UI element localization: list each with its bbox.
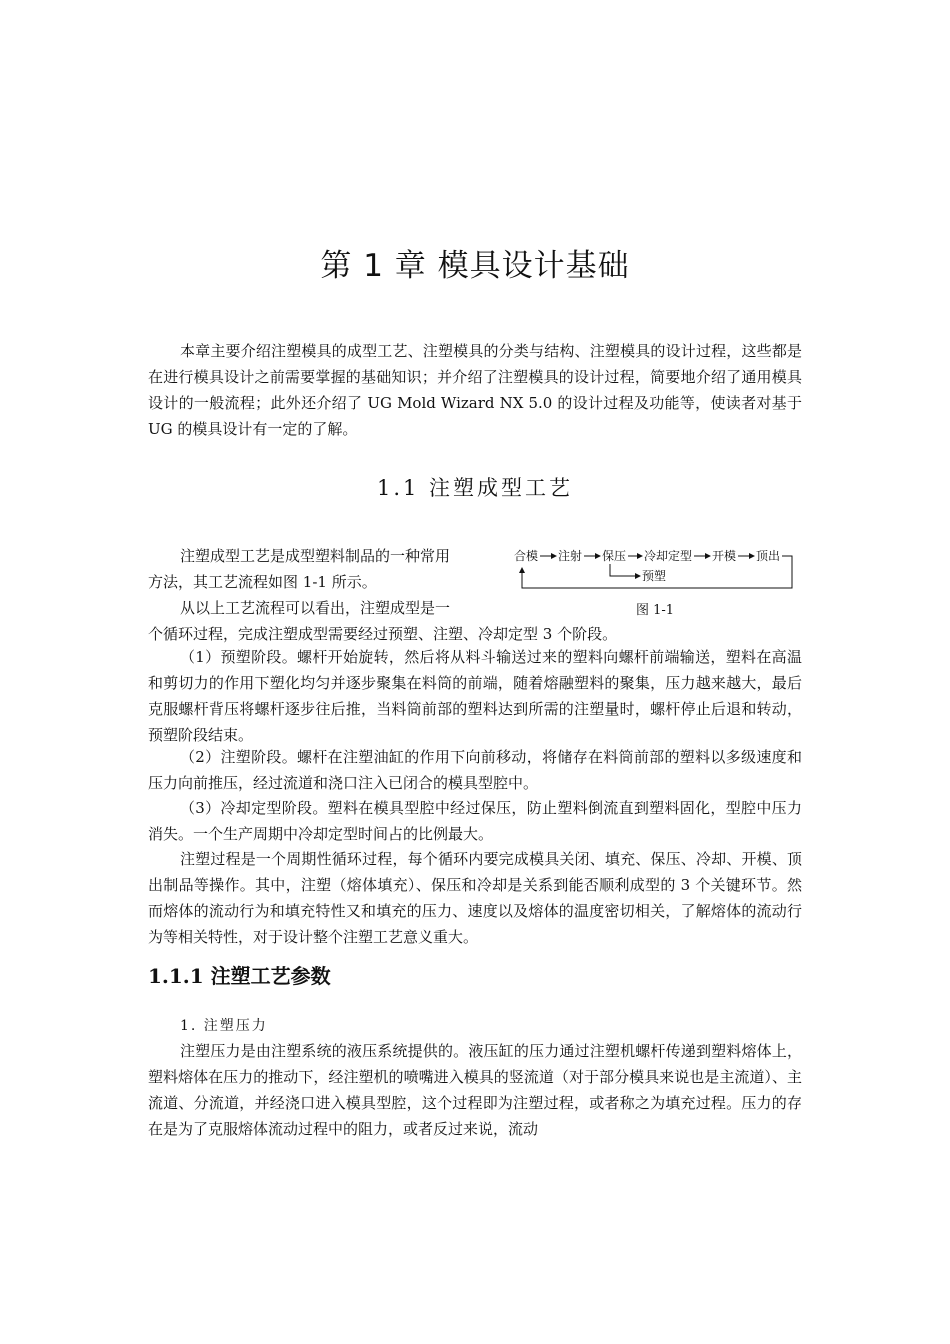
paragraph-cycle: 注塑过程是一个周期性循环过程，每个循环内要完成模具关闭、填充、保压、冷却、开模、顶出制品等操作。其中，注塑（熔体填充）、保压和冷却是关系到能否顺利成型的 3 个关键环节。然而熔体的流动行为和填充特性又和填充的压力、速度以及熔体的温度密切相关，了解熔体的流动行为等相关特性，对于设计整个注塑工艺意义重大。 <box>148 850 802 946</box>
flow-step-cool: 冷却定型 <box>644 549 693 563</box>
flow-step-open: 开模 <box>712 549 737 563</box>
process-flow-diagram <box>512 546 802 594</box>
paragraph-2-line-1: 从以上工艺流程可以看出，注塑成型是一 <box>180 599 451 617</box>
flow-step-inject: 注射 <box>558 549 583 563</box>
flow-step-hold: 保压 <box>602 549 627 563</box>
section-title: 1.1 注塑成型工艺 <box>376 476 574 500</box>
chapter-title: 第 1 章 模具设计基础 <box>320 248 630 284</box>
item-title-injection-pressure: 1. 注塑压力 <box>180 1018 268 1034</box>
paragraph-injection-pressure: 注塑压力是由注塑系统的液压系统提供的。液压缸的压力通过注塑机螺杆传递到塑料熔体上，塑料熔体在压力的推动下，经注塑机的喷嘴进入模具的竖流道（对于部分模具来说也是主流道）、主流道、分流道，并经浇口进入模具型腔，这个过程即为注塑过程，或者称之为填充过程。压力的存在是为了克服熔体流动过程中的阻力，或者反过来说，流动 <box>148 1042 802 1138</box>
flow-branch-plasticize: 预塑 <box>642 569 667 583</box>
chapter-intro: 本章主要介绍注塑模具的成型工艺、注塑模具的分类与结构、注塑模具的设计过程，这些都是在进行模具设计之前需要掌握的基础知识；并介绍了注塑模具的设计过程，简要地介绍了通用模具设计的一般流程；此外还介绍了 UG Mold Wizard NX 5.0 的设计过程及功能等，使读者对基于 UG 的模具设计有一定的了解。 <box>148 342 802 438</box>
flow-step-eject: 顶出 <box>756 549 781 563</box>
paragraph-1-line-2: 方法，其工艺流程如图 1-1 所示。 <box>148 573 377 591</box>
paragraph-2-line-2: 个循环过程，完成注塑成型需要经过预塑、注塑、冷却定型 3 个阶段。 <box>148 625 618 643</box>
paragraph-cooling: （3）冷却定型阶段。塑料在模具型腔中经过保压，防止塑料倒流直到塑料固化，型腔中压力消失。一个生产周期中冷却定型时间占的比例最大。 <box>148 799 802 843</box>
paragraph-preplasticizing: （1）预塑阶段。螺杆开始旋转，然后将从料斗输送过来的塑料向螺杆前端输送，塑料在高温和剪切力的作用下塑化均匀并逐步聚集在料筒的前端，随着熔融塑料的聚集，压力越来越大，最后克服螺杆背压将螺杆逐步往后推，当料筒前部的塑料达到所需的注塑量时，螺杆停止后退和转动，预塑阶段结束。 <box>148 648 802 744</box>
flow-step-clamp: 合模 <box>514 549 539 563</box>
paragraph-injection: （2）注塑阶段。螺杆在注塑油缸的作用下向前移动，将储存在料筒前部的塑料以多级速度和压力向前推压，经过流道和浇口注入已闭合的模具型腔中。 <box>148 748 802 792</box>
subsection-title: 1.1.1 注塑工艺参数 <box>148 964 331 988</box>
figure-caption: 图 1-1 <box>635 603 675 618</box>
paragraph-1-line-1: 注塑成型工艺是成型塑料制品的一种常用 <box>180 547 451 565</box>
